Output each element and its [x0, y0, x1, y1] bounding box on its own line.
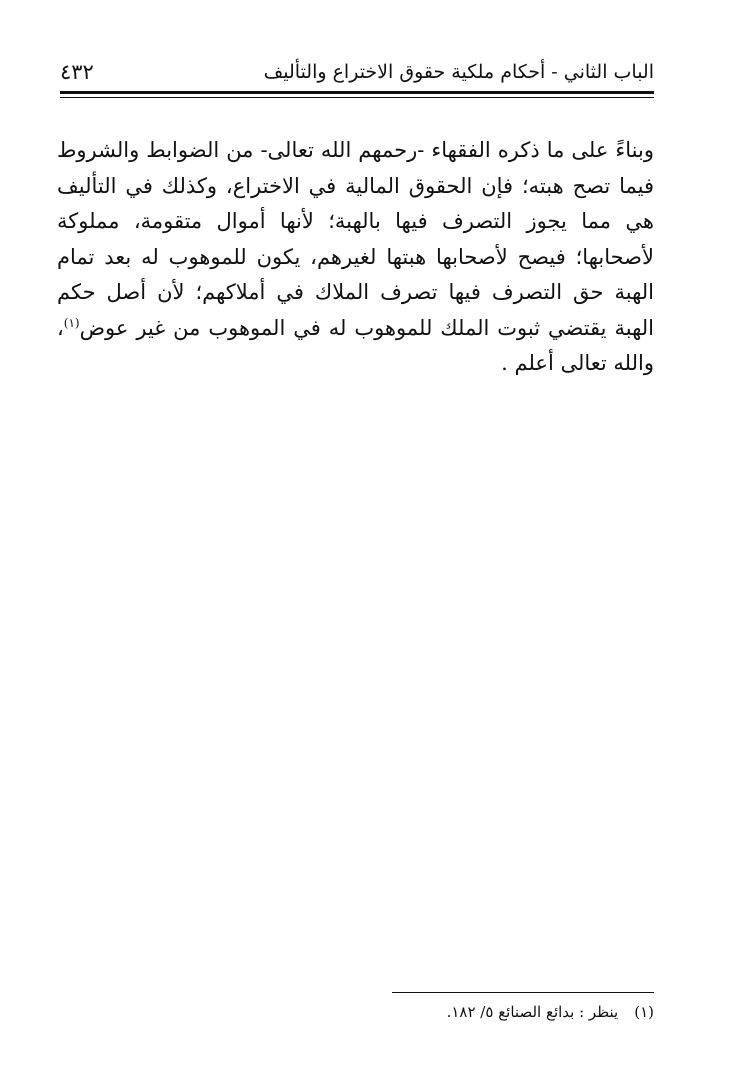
header-rule-thick [60, 91, 654, 94]
footnote-number: (١) [634, 1003, 654, 1021]
page-header [60, 58, 654, 88]
paragraph-text: وبناءً على ما ذكره الفقهاء -رحمهم الله تعالى- من الضوابط والشروط فيما تصح هبته؛ فإن الحقوق المالية في الاختراع، وكذلك في التأليف هي مما يجوز التصرف فيها بالهبة؛ لأنها أموال متقومة، مملوكة لأصحابها؛ فيصح لأصحابها هبتها لغيرهم، يكون للموهوب له بعد تمام الهبة حق التصرف فيها تصرف الملاك في أملاكهم؛ لأن أصل حكم الهبة يقتضي ثبوت الملك للموهوب له في الموهوب من غير عوض [57, 138, 654, 340]
running-title: الباب الثاني - أحكام ملكية حقوق الاختراع والتأليف [263, 61, 654, 83]
header-rule-thin [60, 97, 654, 98]
body-paragraph [57, 133, 654, 382]
footnote-text: ينظر : بدائع الصنائع ٥/ ١٨٢. [446, 1003, 619, 1021]
page-number: ٤٣٢ [60, 60, 94, 84]
paragraph-ending: ، والله تعالى أعلم . [57, 315, 654, 375]
footnote-separator [392, 992, 654, 993]
footnote-reference[interactable]: (١) [63, 315, 80, 330]
footnote [447, 1001, 654, 1023]
